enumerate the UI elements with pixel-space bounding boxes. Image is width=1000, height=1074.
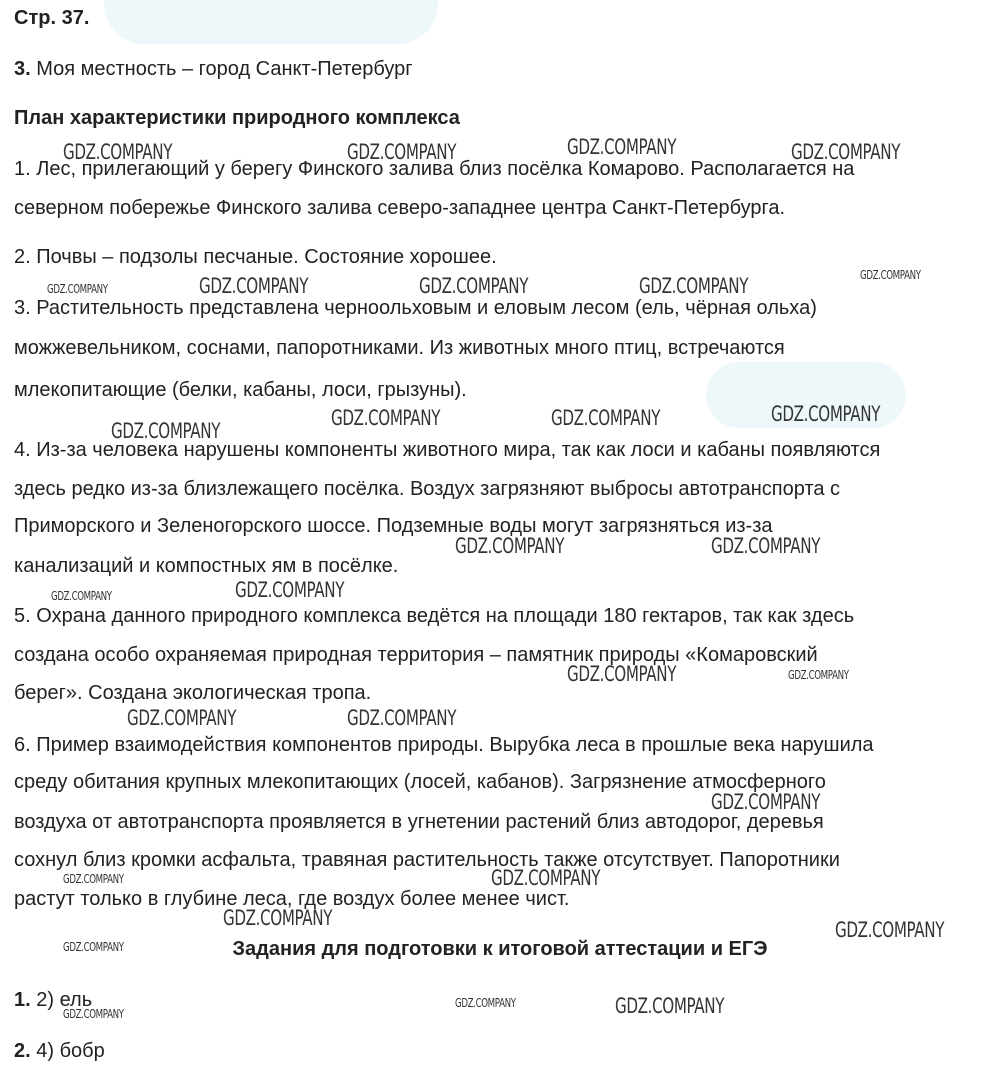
text-line: создана особо охраняемая природная территория – памятник природы «Комаровский bbox=[14, 644, 818, 666]
task3-intro-text: Моя местность – город Санкт-Петербург bbox=[36, 58, 413, 80]
watermark: GDZ.COMPANY bbox=[347, 706, 457, 730]
task3-intro bbox=[14, 57, 413, 81]
watermark: GDZ.COMPANY bbox=[455, 996, 516, 1010]
watermark: GDZ.COMPANY bbox=[615, 994, 725, 1018]
watermark: GDZ.COMPANY bbox=[47, 282, 108, 296]
watermark: GDZ.COMPANY bbox=[551, 406, 661, 430]
watermark: GDZ.COMPANY bbox=[111, 419, 221, 443]
text-line: 3. Растительность представлена черноольховым и еловым лесом (ель, чёрная ольха) bbox=[14, 297, 817, 319]
watermark: GDZ.COMPANY bbox=[331, 406, 441, 430]
text-line: 6. Пример взаимодействия компонентов природы. Вырубка леса в прошлые века нарушила bbox=[14, 734, 874, 756]
answer-number: 2. bbox=[14, 1040, 31, 1062]
watermark: GDZ.COMPANY bbox=[199, 274, 309, 298]
watermark: GDZ.COMPANY bbox=[711, 790, 821, 814]
text-line: 5. Охрана данного природного комплекса ведётся на площади 180 гектаров, так как здесь bbox=[14, 605, 855, 627]
watermark: GDZ.COMPANY bbox=[491, 866, 601, 890]
text-line: канализаций и компостных ям в посёлке. bbox=[14, 555, 399, 577]
text-line: Приморского и Зеленогорского шоссе. Подземные воды могут загрязняться из-за bbox=[14, 515, 773, 537]
text-line: млекопитающие (белки, кабаны, лоси, грызуны). bbox=[14, 379, 467, 401]
watermark: GDZ.COMPANY bbox=[455, 534, 565, 558]
task3-number: 3. bbox=[14, 58, 31, 80]
watermark: GDZ.COMPANY bbox=[63, 1007, 124, 1021]
watermark: GDZ.COMPANY bbox=[771, 402, 881, 426]
text-line: растут только в глубине леса, где воздух более менее чист. bbox=[14, 888, 570, 910]
watermark: GDZ.COMPANY bbox=[347, 140, 457, 164]
watermark: GDZ.COMPANY bbox=[835, 918, 945, 942]
text-line: 1. Лес, прилегающий у берегу Финского залива близ посёлка Комарово. Располагается на bbox=[14, 158, 855, 180]
page-reference: Стр. 37. bbox=[14, 7, 90, 29]
watermark: GDZ.COMPANY bbox=[223, 906, 333, 930]
exam-answer-2 bbox=[14, 1039, 105, 1063]
watermark: GDZ.COMPANY bbox=[235, 578, 345, 602]
watermark: GDZ.COMPANY bbox=[419, 274, 529, 298]
answer-number: 1. bbox=[14, 989, 31, 1011]
watermark: GDZ.COMPANY bbox=[788, 668, 849, 682]
text-line: можжевельником, соснами, папоротниками. Из животных много птиц, встречаются bbox=[14, 337, 785, 359]
watermark: GDZ.COMPANY bbox=[567, 135, 677, 159]
text-line: 2. Почвы – подзолы песчаные. Состояние хорошее. bbox=[14, 246, 497, 268]
exam-section-title: Задания для подготовки к итоговой аттестации и ЕГЭ bbox=[232, 938, 768, 960]
watermark: GDZ.COMPANY bbox=[127, 706, 237, 730]
watermark: GDZ.COMPANY bbox=[63, 940, 124, 954]
watermark: GDZ.COMPANY bbox=[63, 140, 173, 164]
highlight-blob-top bbox=[104, 0, 438, 44]
watermark: GDZ.COMPANY bbox=[711, 534, 821, 558]
watermark: GDZ.COMPANY bbox=[860, 268, 921, 282]
text-line: 4. Из-за человека нарушены компоненты животного мира, так как лоси и кабаны появляются bbox=[14, 439, 881, 461]
text-line: берег». Создана экологическая тропа. bbox=[14, 682, 372, 704]
watermark: GDZ.COMPANY bbox=[567, 662, 677, 686]
text-line: среду обитания крупных млекопитающих (лосей, кабанов). Загрязнение атмосферного bbox=[14, 771, 826, 793]
text-line: здесь редко из-за близлежащего посёлка. Воздух загрязняют выбросы автотранспорта с bbox=[14, 478, 841, 500]
watermark: GDZ.COMPANY bbox=[791, 140, 901, 164]
answer-text: 4) бобр bbox=[30, 1040, 105, 1062]
text-line: северном побережье Финского залива северо-западнее центра Санкт-Петербурга. bbox=[14, 197, 786, 219]
watermark: GDZ.COMPANY bbox=[63, 872, 124, 886]
text-line: сохнул близ кромки асфальта, травяная растительность также отсутствует. Папоротники bbox=[14, 849, 840, 871]
watermark: GDZ.COMPANY bbox=[639, 274, 749, 298]
plan-title: План характеристики природного комплекса bbox=[14, 107, 460, 129]
text-line: воздуха от автотранспорта проявляется в угнетении растений близ автодорог, деревья bbox=[14, 811, 824, 833]
answer-text: 2) ель bbox=[30, 989, 93, 1011]
watermark: GDZ.COMPANY bbox=[51, 589, 112, 603]
